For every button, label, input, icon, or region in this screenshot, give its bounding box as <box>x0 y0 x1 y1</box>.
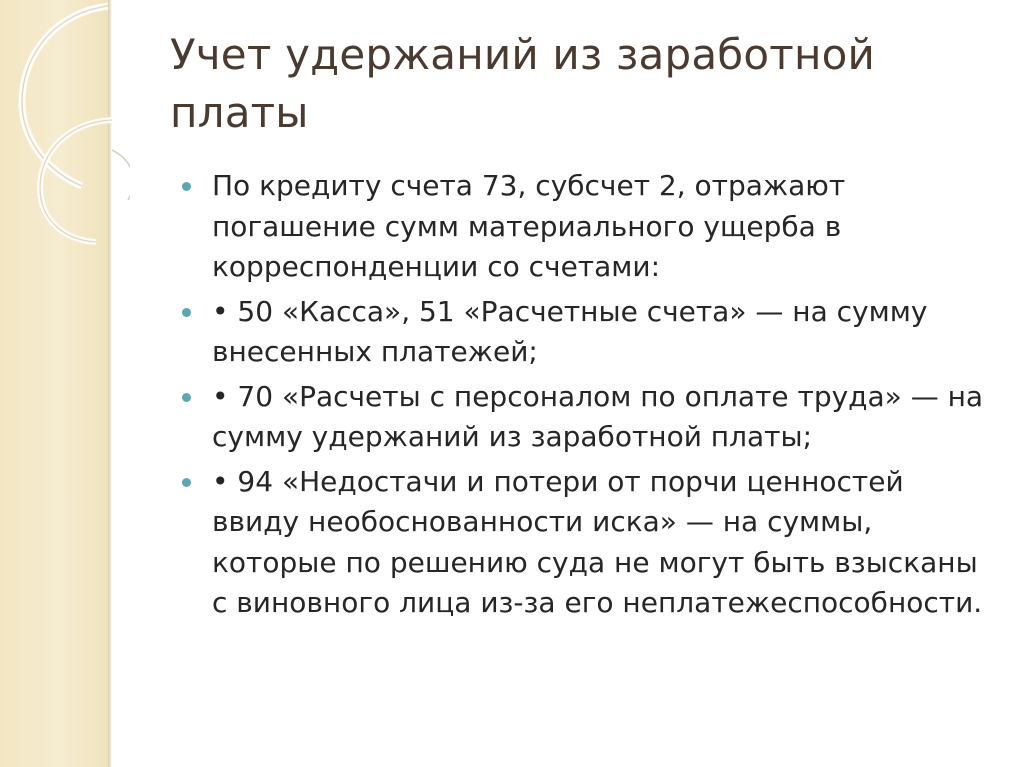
bullet-dot-icon <box>182 182 191 191</box>
list-item-text: • 94 «Недостачи и потери от порчи ценностей ввиду необоснованности иска» — на суммы, которые по решению суда не могут быть взысканы с виновного лица из-за его неплатежеспособности. <box>212 464 983 619</box>
list-item <box>182 166 992 288</box>
bullet-dot-icon <box>182 393 191 402</box>
bullet-dot-icon <box>182 308 191 317</box>
list-item-text: • 70 «Расчеты с персоналом по оплате труда» — на сумму удержаний из заработной платы; <box>212 379 984 453</box>
list-item <box>182 292 992 373</box>
decorative-side-band <box>0 0 108 767</box>
slide-title: Учет удержаний из заработной платы <box>170 30 875 137</box>
list-item <box>182 377 992 458</box>
list-item-text: По кредиту счета 73, субсчет 2, отражают погашение сумм материального ущерба в корреспонденции со счетами: <box>212 169 846 283</box>
bullet-dot-icon <box>182 478 191 487</box>
list-item <box>182 462 992 624</box>
list-item-text: • 50 «Касса», 51 «Расчетные счета» — на сумму внесенных платежей; <box>212 294 928 368</box>
bullet-list <box>182 166 992 628</box>
side-band-edge <box>108 0 112 767</box>
